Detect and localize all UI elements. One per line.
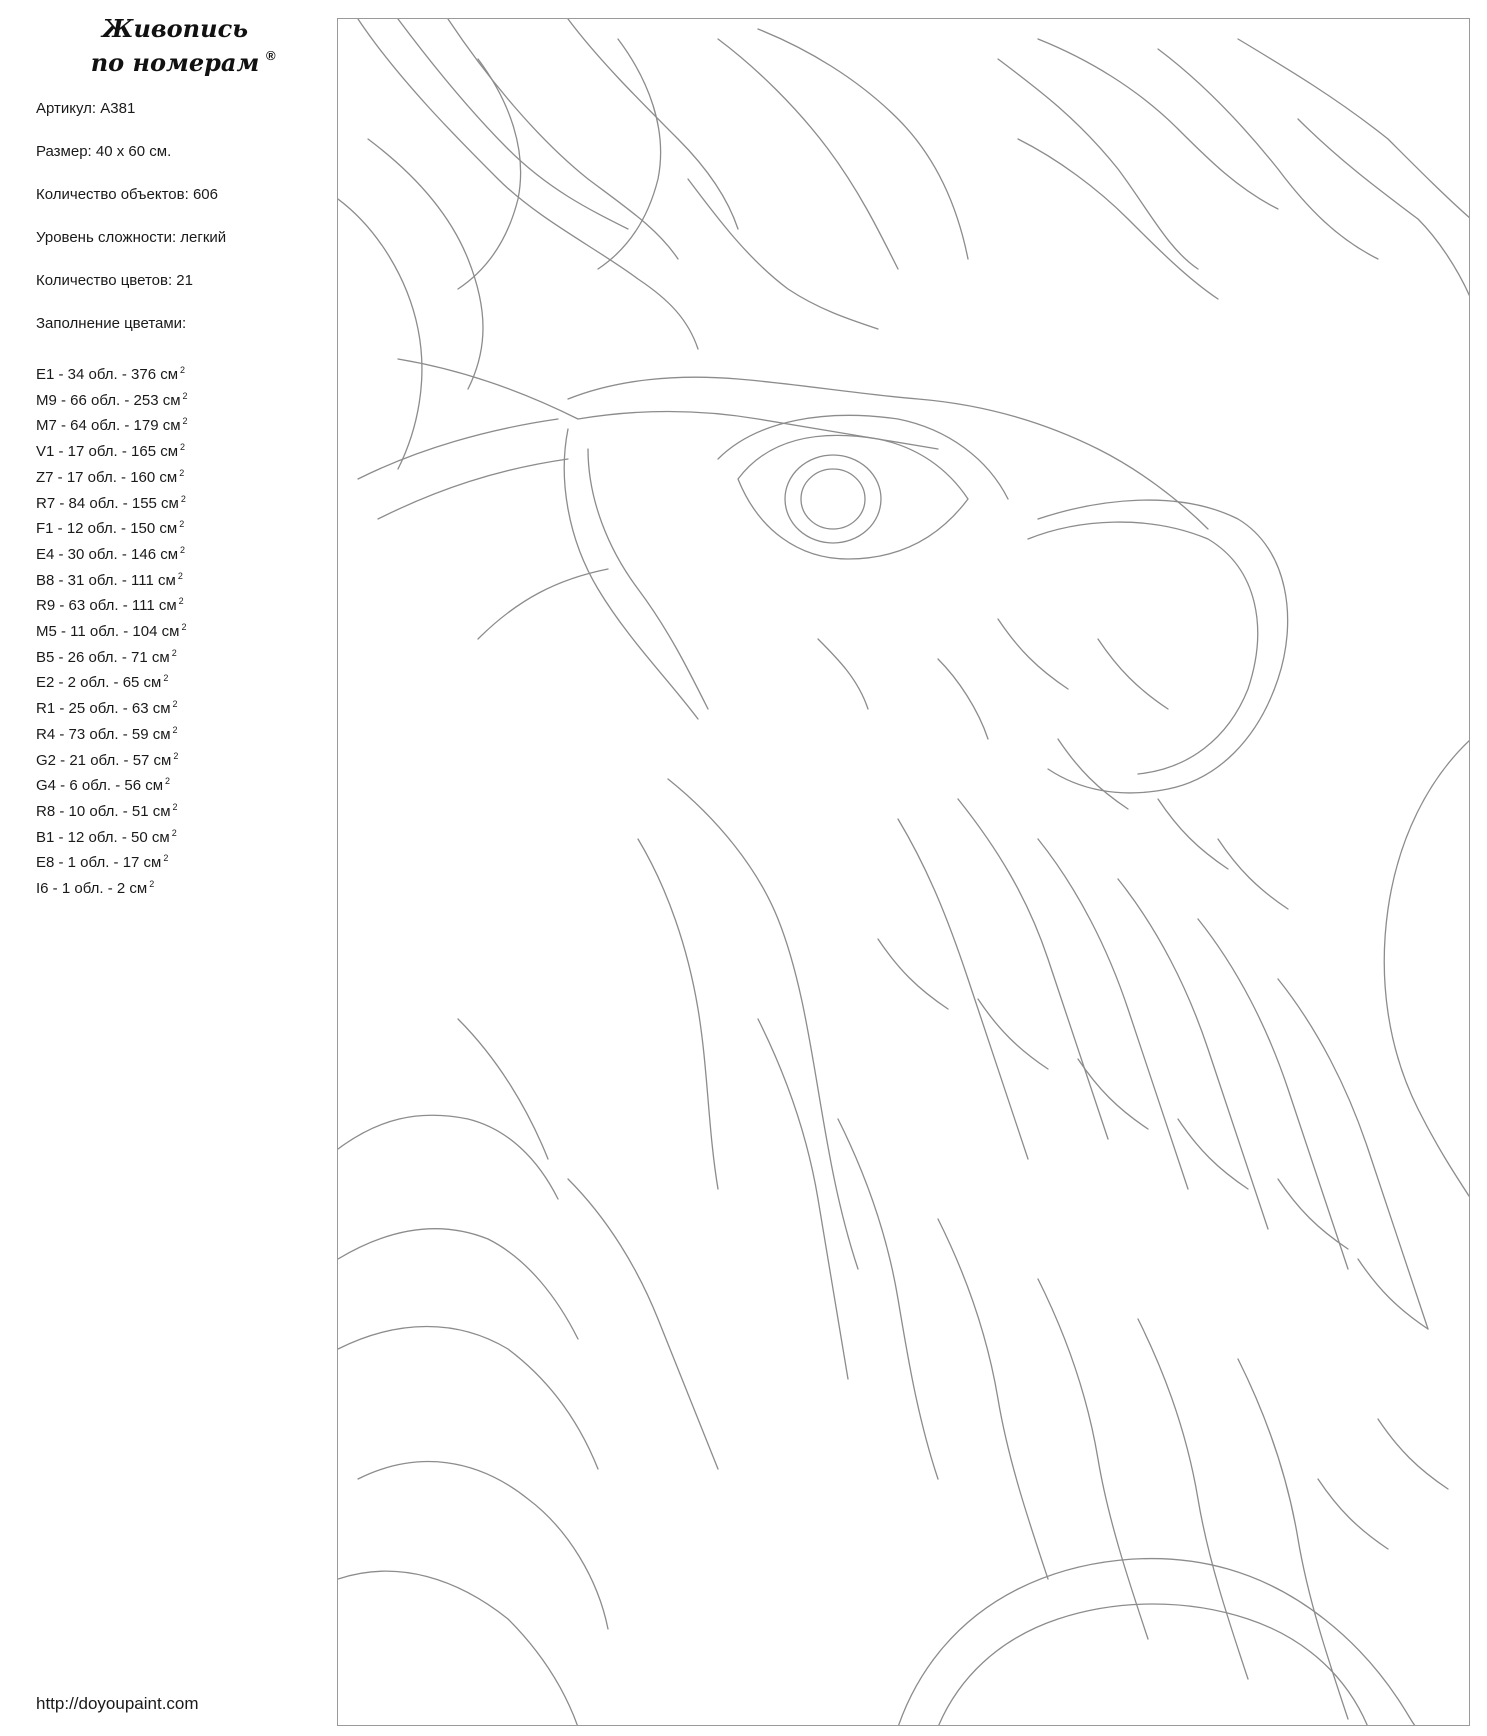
color-fill-item bbox=[36, 617, 188, 643]
color-fill-text: M9 - 66 обл. - 253 см bbox=[36, 391, 181, 409]
square-superscript: 2 bbox=[163, 673, 169, 684]
square-superscript: 2 bbox=[180, 442, 186, 453]
color-fill-item bbox=[36, 591, 188, 617]
square-superscript: 2 bbox=[171, 827, 177, 838]
color-fill-item bbox=[36, 386, 188, 412]
color-fill-item bbox=[36, 797, 188, 823]
square-superscript: 2 bbox=[163, 853, 169, 864]
color-fill-text: B8 - 31 обл. - 111 см bbox=[36, 571, 176, 589]
color-fill-text: E4 - 30 обл. - 146 см bbox=[36, 545, 179, 563]
color-fill-text: G2 - 21 обл. - 57 см bbox=[36, 751, 172, 769]
color-fill-text: E8 - 1 обл. - 17 см bbox=[36, 854, 162, 872]
color-fill-item bbox=[36, 437, 188, 463]
square-superscript: 2 bbox=[178, 596, 184, 607]
brand-line-1: Живопись bbox=[101, 14, 249, 43]
square-superscript: 2 bbox=[171, 647, 177, 658]
color-fill-item bbox=[36, 823, 188, 849]
square-superscript: 2 bbox=[182, 390, 188, 401]
color-fill-text: M5 - 11 обл. - 104 см bbox=[36, 623, 180, 641]
color-fill-text: I6 - 1 обл. - 2 см bbox=[36, 880, 148, 898]
info-sidebar bbox=[0, 0, 330, 1736]
article-text: Артикул: A381 bbox=[36, 100, 136, 117]
color-fill-item bbox=[36, 874, 188, 900]
square-superscript: 2 bbox=[165, 776, 171, 787]
coloring-outline-art bbox=[338, 19, 1470, 1726]
difficulty-text: Уровень сложности: легкий bbox=[36, 229, 227, 246]
color-fill-text: B5 - 26 обл. - 71 см bbox=[36, 648, 170, 666]
square-superscript: 2 bbox=[182, 416, 188, 427]
color-fill-item bbox=[36, 540, 188, 566]
square-superscript: 2 bbox=[172, 724, 178, 735]
square-superscript: 2 bbox=[179, 519, 185, 530]
color-fill-item bbox=[36, 463, 188, 489]
square-superscript: 2 bbox=[180, 493, 186, 504]
registered-mark: ® bbox=[266, 48, 276, 63]
color-fill-text: R8 - 10 обл. - 51 см bbox=[36, 802, 171, 820]
color-fill-list bbox=[36, 360, 188, 900]
color-fill-text: B1 - 12 обл. - 50 см bbox=[36, 828, 170, 846]
objects-count-text: Количество объектов: 606 bbox=[36, 186, 218, 203]
color-fill-item bbox=[36, 514, 188, 540]
square-superscript: 2 bbox=[172, 801, 178, 812]
color-fill-item bbox=[36, 771, 188, 797]
square-superscript: 2 bbox=[180, 365, 186, 375]
color-fill-item bbox=[36, 489, 188, 515]
square-superscript: 2 bbox=[177, 570, 183, 581]
color-fill-text: R1 - 25 обл. - 63 см bbox=[36, 700, 171, 718]
color-fill-item bbox=[36, 694, 188, 720]
color-fill-text: R7 - 84 обл. - 155 см bbox=[36, 494, 179, 512]
color-fill-item bbox=[36, 643, 188, 669]
color-fill-text: E1 - 34 обл. - 376 см bbox=[36, 366, 179, 383]
color-fill-text: R9 - 63 обл. - 111 см bbox=[36, 597, 177, 615]
color-fill-text: E2 - 2 обл. - 65 см bbox=[36, 674, 162, 692]
square-superscript: 2 bbox=[179, 467, 185, 478]
color-fill-text: F1 - 12 обл. - 150 см bbox=[36, 520, 178, 538]
color-fill-text: M7 - 64 обл. - 179 см bbox=[36, 417, 181, 435]
square-superscript: 2 bbox=[180, 544, 186, 555]
square-superscript: 2 bbox=[149, 879, 155, 890]
square-superscript: 2 bbox=[181, 622, 187, 633]
color-fill-text: Z7 - 17 обл. - 160 см bbox=[36, 468, 178, 486]
colors-count-text: Количество цветов: 21 bbox=[36, 272, 193, 289]
color-fill-item bbox=[36, 746, 188, 772]
brand-line-2: по номерам bbox=[90, 48, 260, 77]
color-fill-text: R4 - 73 обл. - 59 см bbox=[36, 725, 171, 743]
color-fill-item bbox=[36, 411, 188, 437]
size-text: Размер: 40 х 60 см. bbox=[36, 143, 172, 160]
color-fill-item bbox=[36, 566, 188, 592]
product-info bbox=[36, 100, 226, 358]
color-fill-text: V1 - 17 обл. - 165 см bbox=[36, 443, 179, 461]
coloring-canvas bbox=[337, 18, 1470, 1726]
color-fill-item bbox=[36, 360, 188, 386]
square-superscript: 2 bbox=[173, 750, 179, 761]
color-fill-item bbox=[36, 720, 188, 746]
color-fill-text: G4 - 6 обл. - 56 см bbox=[36, 777, 164, 795]
square-superscript: 2 bbox=[172, 699, 178, 710]
fill-heading: Заполнение цветами: bbox=[36, 315, 187, 332]
color-fill-item bbox=[36, 668, 188, 694]
website-link[interactable]: http://doyoupaint.com bbox=[36, 1694, 199, 1713]
brand-logo bbox=[60, 12, 290, 80]
color-fill-item bbox=[36, 848, 188, 874]
